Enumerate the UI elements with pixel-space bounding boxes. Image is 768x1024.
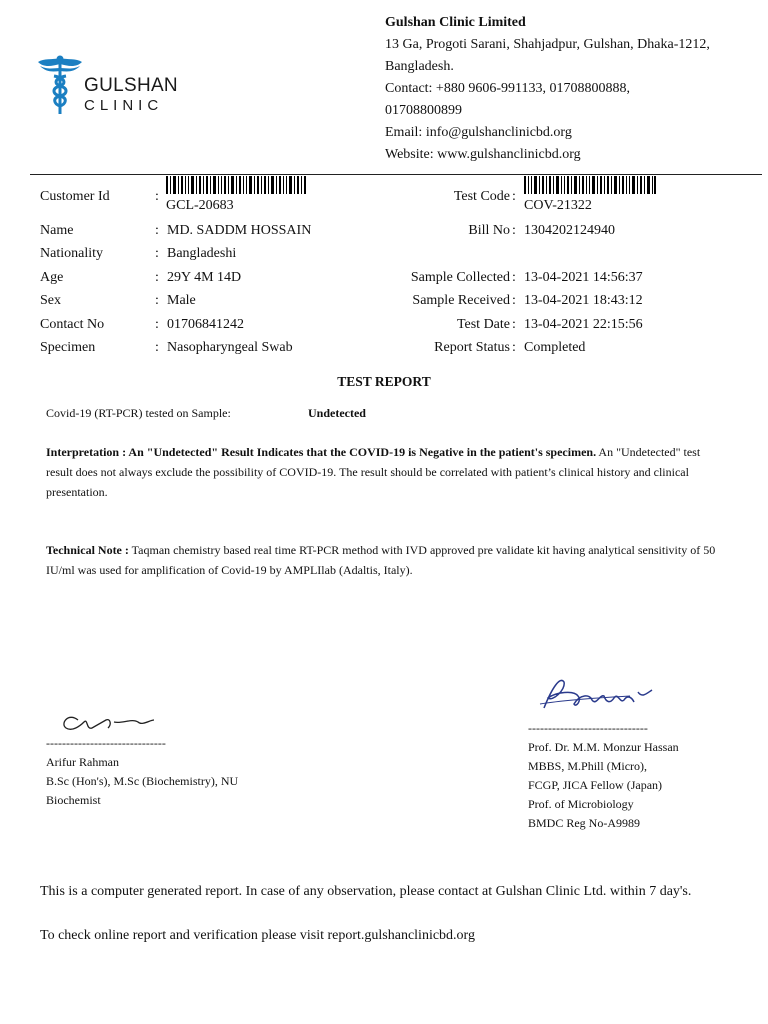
colon: : [512,270,516,285]
test-code-barcode [524,176,656,194]
colon: : [155,340,159,355]
nationality-value: Bangladeshi [167,246,237,261]
left-signatory-name: Arifur Rahman [46,755,119,769]
footer-note: This is a computer generated report. In case of any observation, please contact at Gulshan Clinic Ltd. within 7 day's. [40,884,692,899]
age-value: 29Y 4M 14D [167,270,242,285]
age-label: Age [40,270,64,285]
sample-collected-label: Sample Collected [410,270,510,285]
technical-note-label: Technical Note : [46,543,129,557]
right-signature [534,668,664,718]
logo-sub: CLINIC [84,97,164,114]
report-title: TEST REPORT [337,374,431,389]
right-signatory-degree: MBBS, M.Phill (Micro), [528,759,648,773]
colon: : [512,293,516,308]
interpretation-heading: Interpretation : An "Undetected" Result Indicates that the COVID-19 is Negative in the patient's specimen. [46,445,597,459]
right-signatory-name: Prof. Dr. M.M. Monzur Hassan [528,740,679,754]
left-signature-line: ------------------------------ [46,736,166,750]
name-value: MD. SADDM HOSSAIN [167,223,312,238]
footer-verification: To check online report and verification please visit report.gulshanclinicbd.org [40,928,475,943]
bill-no-value: 1304202124940 [524,223,615,238]
customer-id-label: Customer Id [40,189,110,204]
interpretation-text: An "Undetected" test result does not always exclude the possibility of COVID-19. The result should be correlated with patient’s clinical history and clinical presentation. [46,445,701,499]
bill-no-label: Bill No [468,223,510,238]
sex-value: Male [167,293,196,308]
right-signature-line: ------------------------------ [528,721,648,735]
specimen-value: Nasopharyngeal Swab [167,340,293,355]
report-status-label: Report Status [434,340,510,355]
customer-id-value: GCL-20683 [166,198,234,213]
nationality-label: Nationality [40,246,103,261]
technical-note [46,540,726,580]
colon: : [512,317,516,332]
interpretation [46,442,726,502]
clinic-logo [36,50,178,120]
header-divider [30,174,762,175]
right-signatory-fellow: FCGP, JICA Fellow (Japan) [528,778,663,792]
right-signatory-title: Prof. of Microbiology [528,797,634,811]
clinic-name: Gulshan Clinic Limited [385,15,526,30]
colon: : [155,189,159,204]
right-signatory-bmdc: BMDC Reg No-A9989 [528,816,641,830]
report-status-value: Completed [524,340,586,355]
clinic-header [385,12,755,166]
colon: : [155,223,159,238]
contact-label: Contact No [40,317,105,332]
colon: : [512,340,516,355]
left-signatory-title: Biochemist [46,793,101,807]
colon: : [155,270,159,285]
colon: : [512,223,516,238]
clinic-contact: Contact: +880 9606-991133, 01708800888, 01708800899 [385,81,630,118]
logo-name: GULSHAN [84,75,178,96]
customer-id-barcode [166,176,306,194]
test-code-label: Test Code [453,189,510,204]
clinic-email: Email: info@gulshanclinicbd.org [385,125,572,140]
colon: : [155,293,159,308]
name-label: Name [40,223,74,238]
clinic-website: Website: www.gulshanclinicbd.org [385,147,581,162]
colon: : [155,317,159,332]
test-code-value: COV-21322 [524,198,592,213]
sex-label: Sex [40,293,61,308]
test-date-value: 13-04-2021 22:15:56 [524,317,643,332]
colon: : [512,189,516,204]
test-result: Undetected [308,406,366,420]
left-signature [58,706,168,736]
technical-note-text: Taqman chemistry based real time RT-PCR method with IVD approved pre validate kit having analytical sensitivity of 50 IU/ml was used for amplification of Covid-19 by AMPLIlab (Adaltis, Italy). [46,543,716,577]
left-signatory-degree: B.Sc (Hon's), M.Sc (Biochemistry), NU [46,774,239,788]
colon: : [155,246,159,261]
test-date-label: Test Date [456,317,510,332]
caduceus-icon [38,54,82,116]
test-name: Covid-19 (RT-PCR) tested on Sample: [46,406,231,420]
sample-received-value: 13-04-2021 18:43:12 [524,293,643,308]
sample-received-label: Sample Received [412,293,510,308]
clinic-address: 13 Ga, Progoti Sarani, Shahjadpur, Gulshan, Dhaka-1212, Bangladesh. [385,37,710,74]
sample-collected-value: 13-04-2021 14:56:37 [524,270,643,285]
specimen-label: Specimen [40,340,96,355]
contact-value: 01706841242 [167,317,244,332]
